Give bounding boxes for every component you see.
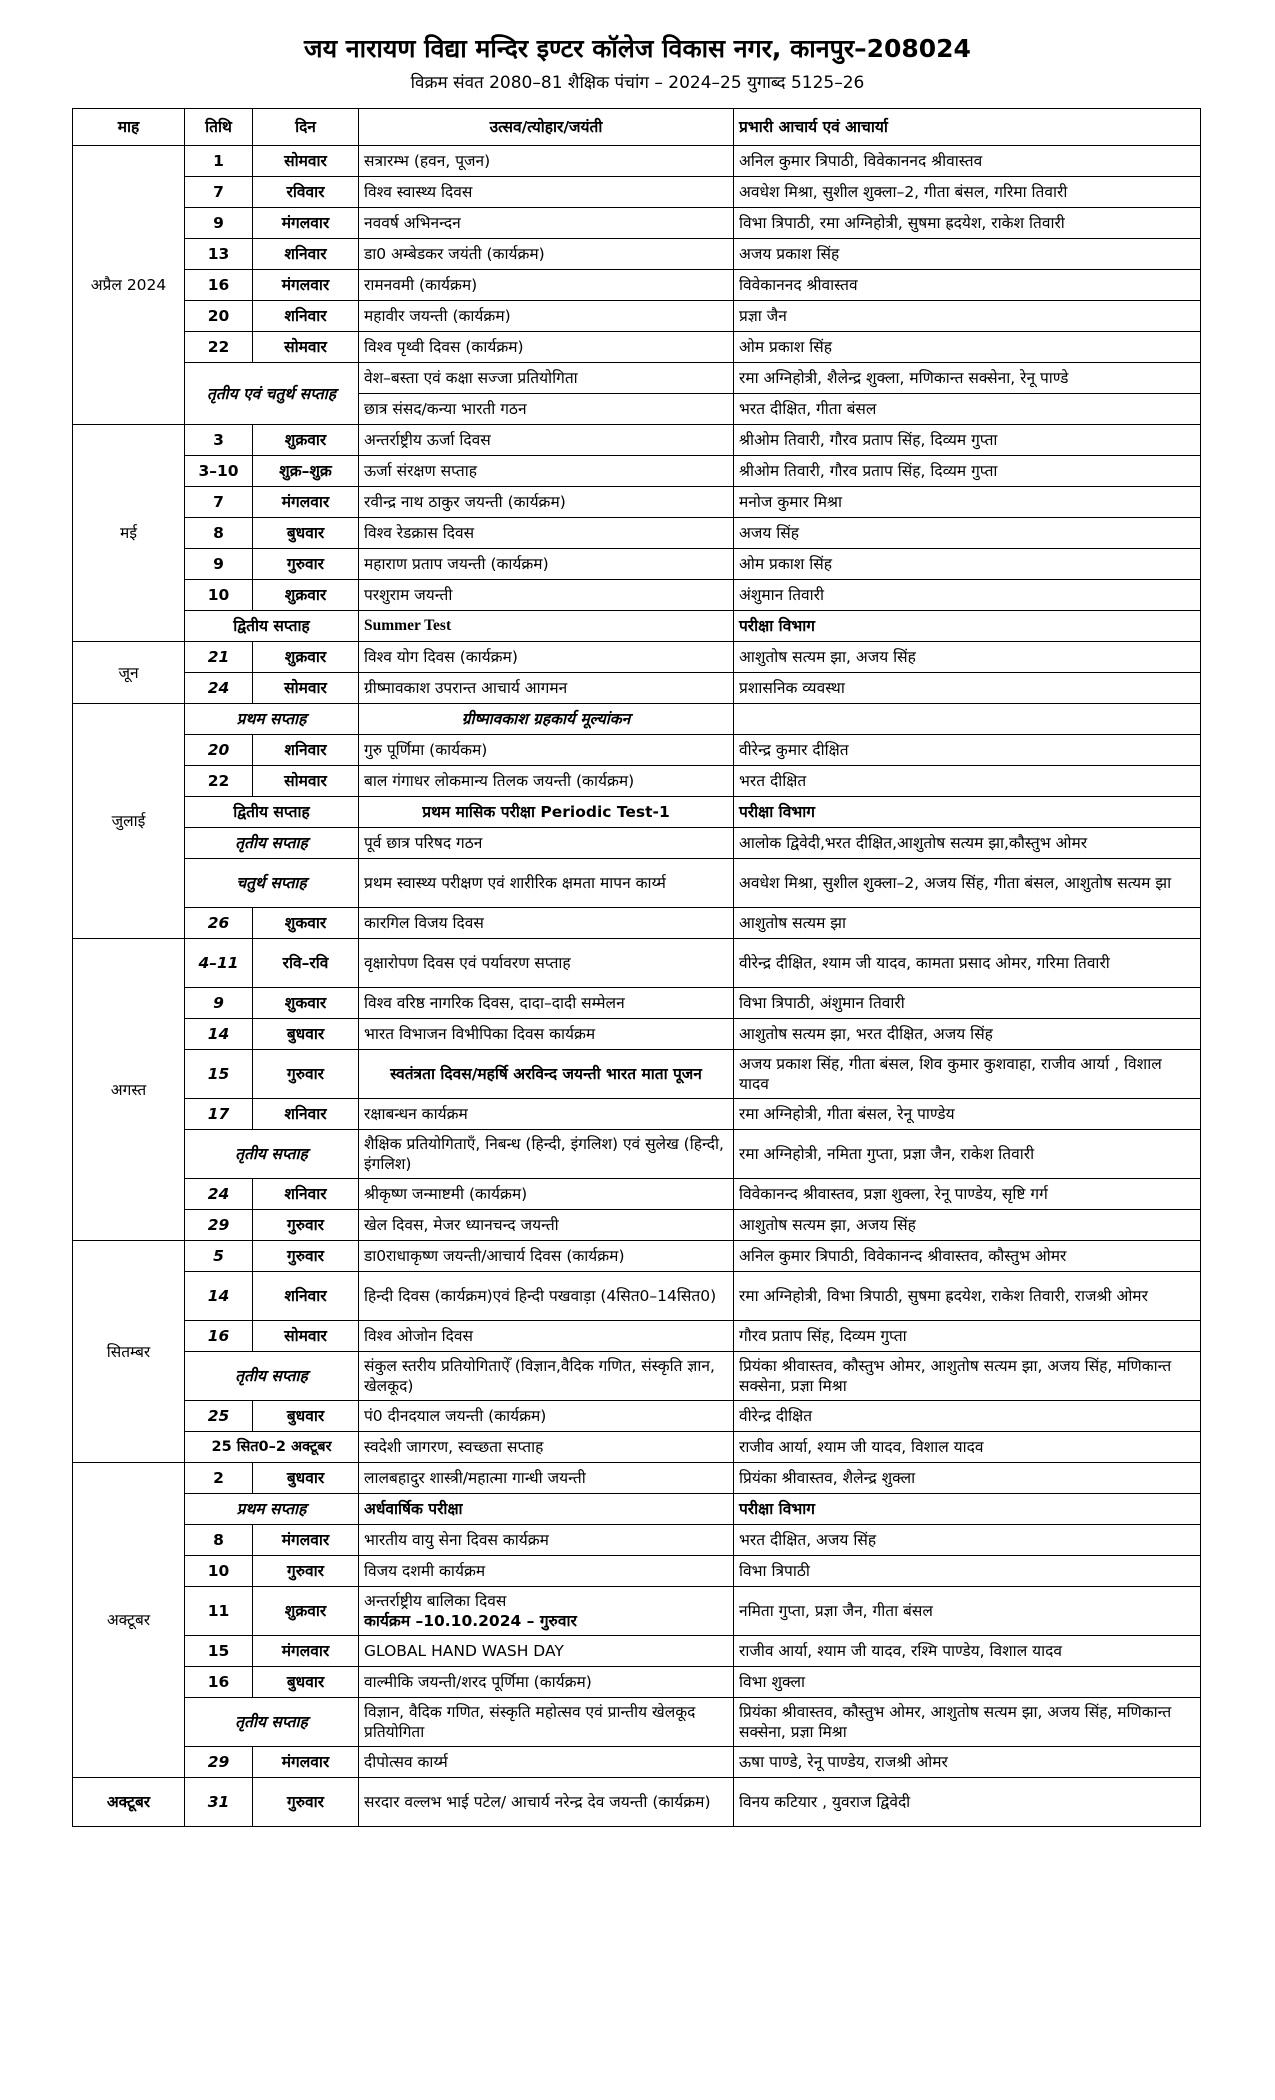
table-row <box>73 1778 1201 1827</box>
responsible-cell: अजय प्रकाश सिंह <box>734 239 1201 270</box>
table-row <box>73 735 1201 766</box>
event-cell: स्वदेशी जागरण, स्वच्छता सप्ताह <box>359 1432 734 1463</box>
school-title: जय नारायण विद्या मन्दिर इण्टर कॉलेज विकास नगर, कानपुर–208024 <box>304 34 971 63</box>
responsible-cell: अनिल कुमार त्रिपाठी, विवेकाननद श्रीवास्तव <box>734 146 1201 177</box>
date-cell: 7 <box>185 177 253 208</box>
event-cell: विश्व स्वास्थ्य दिवस <box>359 177 734 208</box>
responsible-cell: अजय प्रकाश सिंह, गीता बंसल, शिव कुमार कुशवाहा, राजीव आर्या , विशाल यादव <box>734 1050 1201 1099</box>
table-row <box>73 766 1201 797</box>
date-cell: 4–11 <box>185 939 253 988</box>
date-cell: 16 <box>185 270 253 301</box>
responsible-cell: भरत दीक्षित <box>734 766 1201 797</box>
responsible-cell: प्रियंका श्रीवास्तव, कौस्तुभ ओमर, आशुतोष सत्यम झा, अजय सिंह, मणिकान्त सक्सेना, प्रज्ञा मिश्रा <box>734 1352 1201 1401</box>
date-cell: 1 <box>185 146 253 177</box>
month-cell: अक्टूबर <box>73 1463 185 1778</box>
day-cell: बुधवार <box>253 1667 359 1698</box>
day-cell: शुक्रवार <box>253 642 359 673</box>
table-row <box>73 611 1201 642</box>
table-row <box>73 518 1201 549</box>
event-cell: महावीर जयन्ती (कार्यक्रम) <box>359 301 734 332</box>
table-row <box>73 642 1201 673</box>
table-row <box>73 1525 1201 1556</box>
table-row <box>73 988 1201 1019</box>
event-cell: डा0राधाकृष्ण जयन्ती/आचार्य दिवस (कार्यक्रम) <box>359 1241 734 1272</box>
event-cell: परशुराम जयन्ती <box>359 580 734 611</box>
responsible-cell: परीक्षा विभाग <box>734 797 1201 828</box>
day-cell: शुकवार <box>253 988 359 1019</box>
month-cell: मई <box>73 425 185 642</box>
table-row <box>73 1494 1201 1525</box>
col-header-month: माह <box>73 109 185 146</box>
day-cell: गुरुवार <box>253 1556 359 1587</box>
day-cell: मंगलवार <box>253 1747 359 1778</box>
table-row <box>73 1432 1201 1463</box>
responsible-cell: भरत दीक्षित, गीता बंसल <box>734 394 1201 425</box>
responsible-cell: भरत दीक्षित, अजय सिंह <box>734 1525 1201 1556</box>
day-cell: सोमवार <box>253 332 359 363</box>
day-cell: शनिवार <box>253 239 359 270</box>
event-line: अन्तर्राष्ट्रीय बालिका दिवस <box>364 1592 507 1610</box>
day-cell: सोमवार <box>253 673 359 704</box>
month-cell: अक्टूबर <box>73 1778 185 1827</box>
day-cell: शुक्र–शुक्र <box>253 456 359 487</box>
responsible-cell: अजय सिंह <box>734 518 1201 549</box>
responsible-cell: परीक्षा विभाग <box>734 611 1201 642</box>
col-header-responsible: प्रभारी आचार्य एवं आचार्या <box>734 109 1201 146</box>
table-row <box>73 1241 1201 1272</box>
event-cell: पूर्व छात्र परिषद गठन <box>359 828 734 859</box>
responsible-cell: रमा अग्निहोत्री, गीता बंसल, रेनू पाण्डेय <box>734 1099 1201 1130</box>
table-row <box>73 1587 1201 1636</box>
period-cell: तृतीय सप्ताह <box>185 1352 359 1401</box>
month-cell: सितम्बर <box>73 1241 185 1463</box>
table-row <box>73 1667 1201 1698</box>
period-cell: तृतीय सप्ताह <box>185 1698 359 1747</box>
table-row <box>73 456 1201 487</box>
responsible-cell: श्रीओम तिवारी, गौरव प्रताप सिंह, दिव्यम गुप्ता <box>734 456 1201 487</box>
day-cell: सोमवार <box>253 766 359 797</box>
day-cell: बुधवार <box>253 1019 359 1050</box>
date-cell: 14 <box>185 1272 253 1321</box>
table-row <box>73 1272 1201 1321</box>
date-cell: 15 <box>185 1050 253 1099</box>
event-cell: विश्व वरिष्ठ नागरिक दिवस, दादा–दादी सम्मेलन <box>359 988 734 1019</box>
table-row <box>73 425 1201 456</box>
table-row <box>73 177 1201 208</box>
table-row <box>73 270 1201 301</box>
table-row <box>73 1636 1201 1667</box>
date-cell: 2 <box>185 1463 253 1494</box>
date-cell: 24 <box>185 1179 253 1210</box>
table-row <box>73 673 1201 704</box>
event-cell: वृक्षारोपण दिवस एवं पर्यावरण सप्ताह <box>359 939 734 988</box>
date-cell: 5 <box>185 1241 253 1272</box>
date-cell: 9 <box>185 988 253 1019</box>
table-row <box>73 1179 1201 1210</box>
date-cell: 22 <box>185 332 253 363</box>
day-cell: शनिवार <box>253 735 359 766</box>
day-cell: मंगलवार <box>253 208 359 239</box>
table-row <box>73 1210 1201 1241</box>
responsible-cell: अंशुमान तिवारी <box>734 580 1201 611</box>
day-cell: मंगलवार <box>253 487 359 518</box>
table-row <box>73 239 1201 270</box>
day-cell: शुक्रवार <box>253 425 359 456</box>
date-cell: 14 <box>185 1019 253 1050</box>
event-cell: बाल गंगाधर लोकमान्य तिलक जयन्ती (कार्यक्रम) <box>359 766 734 797</box>
table-row <box>73 363 1201 394</box>
responsible-cell: प्रियंका श्रीवास्तव, कौस्तुभ ओमर, आशुतोष सत्यम झा, अजय सिंह, मणिकान्त सक्सेना, प्रज्ञा मिश्रा <box>734 1698 1201 1747</box>
event-cell: शैक्षिक प्रतियोगिताएँ, निबन्ध (हिन्दी, इंगलिश) एवं सुलेख (हिन्दी, इंगलिश) <box>359 1130 734 1179</box>
responsible-cell: आशुतोष सत्यम झा, अजय सिंह <box>734 1210 1201 1241</box>
period-cell: द्वितीय सप्ताह <box>185 797 359 828</box>
event-cell: वाल्मीकि जयन्ती/शरद पूर्णिमा (कार्यक्रम) <box>359 1667 734 1698</box>
date-cell: 25 <box>185 1401 253 1432</box>
date-cell: 11 <box>185 1587 253 1636</box>
responsible-cell: वीरेन्द्र दीक्षित, श्याम जी यादव, कामता प्रसाद ओमर, गरिमा तिवारी <box>734 939 1201 988</box>
event-cell: हिन्दी दिवस (कार्यक्रम)एवं हिन्दी पखवाड़ा (4सित0–14सित0) <box>359 1272 734 1321</box>
event-cell: विश्व ओजोन दिवस <box>359 1321 734 1352</box>
month-cell: अगस्त <box>73 939 185 1241</box>
responsible-cell: वीरेन्द्र कुमार दीक्षित <box>734 735 1201 766</box>
day-cell: गुरुवार <box>253 549 359 580</box>
event-note: कार्यक्रम –10.10.2024 – गुरुवार <box>364 1612 577 1630</box>
event-cell: ग्रीष्मावकाश ग्रहकार्य मूल्यांकन <box>359 704 734 735</box>
date-cell: 3 <box>185 425 253 456</box>
responsible-cell: विभा त्रिपाठी, अंशुमान तिवारी <box>734 988 1201 1019</box>
date-cell: 22 <box>185 766 253 797</box>
date-cell: 10 <box>185 1556 253 1587</box>
table-row <box>73 208 1201 239</box>
event-cell: स्वतंत्रता दिवस/महर्षि अरविन्द जयन्ती भारत माता पूजन <box>359 1050 734 1099</box>
day-cell: रविवार <box>253 177 359 208</box>
document-header <box>0 32 1275 96</box>
event-cell: पं0 दीनदयाल जयन्ती (कार्यक्रम) <box>359 1401 734 1432</box>
event-cell: रवीन्द्र नाथ ठाकुर जयन्ती (कार्यक्रम) <box>359 487 734 518</box>
event-cell: श्रीकृष्ण जन्माष्टमी (कार्यक्रम) <box>359 1179 734 1210</box>
calendar-subtitle: विक्रम संवत 2080–81 शैक्षिक पंचांग – 2024–25 युगाब्द 5125–26 <box>410 73 865 93</box>
day-cell: मंगलवार <box>253 270 359 301</box>
table-row <box>73 1556 1201 1587</box>
responsible-cell: परीक्षा विभाग <box>734 1494 1201 1525</box>
table-row <box>73 332 1201 363</box>
period-cell: प्रथम सप्ताह <box>185 1494 359 1525</box>
responsible-cell: प्रशासनिक व्यवस्था <box>734 673 1201 704</box>
date-cell: 16 <box>185 1321 253 1352</box>
responsible-cell: नमिता गुप्ता, प्रज्ञा जैन, गीता बंसल <box>734 1587 1201 1636</box>
date-cell: 29 <box>185 1210 253 1241</box>
event-cell: विज्ञान, वैदिक गणित, संस्कृति महोत्सव एवं प्रान्तीय खेलकूद प्रतियोगिता <box>359 1698 734 1747</box>
responsible-cell: अवधेश मिश्रा, सुशील शुक्ला–2, गीता बंसल, गरिमा तिवारी <box>734 177 1201 208</box>
day-cell: बुधवार <box>253 1463 359 1494</box>
responsible-cell: आलोक द्विवेदी,भरत दीक्षित,आशुतोष सत्यम झा,कौस्तुभ ओमर <box>734 828 1201 859</box>
table-row <box>73 828 1201 859</box>
date-cell: 17 <box>185 1099 253 1130</box>
event-cell: सरदार वल्लभ भाई पटेल/ आचार्य नरेन्द्र देव जयन्ती (कार्यक्रम) <box>359 1778 734 1827</box>
day-cell: शनिवार <box>253 1272 359 1321</box>
event-cell: विश्व रेडक्रास दिवस <box>359 518 734 549</box>
responsible-cell: अवधेश मिश्रा, सुशील शुक्ला–2, अजय सिंह, गीता बंसल, आशुतोष सत्यम झा <box>734 859 1201 908</box>
responsible-cell: आशुतोष सत्यम झा, भरत दीक्षित, अजय सिंह <box>734 1019 1201 1050</box>
date-cell: 9 <box>185 208 253 239</box>
day-cell: गुरुवार <box>253 1210 359 1241</box>
col-header-date: तिथि <box>185 109 253 146</box>
period-cell: 25 सित0–2 अक्टूबर <box>185 1432 359 1463</box>
table-row <box>73 1099 1201 1130</box>
event-cell: प्रथम स्वास्थ्य परीक्षण एवं शारीरिक क्षमता मापन कार्य्म <box>359 859 734 908</box>
event-cell: प्रथम मासिक परीक्षा Periodic Test-1 <box>359 797 734 828</box>
responsible-cell: श्रीओम तिवारी, गौरव प्रताप सिंह, दिव्यम गुप्ता <box>734 425 1201 456</box>
event-cell: दीपोत्सव कार्य्म <box>359 1747 734 1778</box>
col-header-event: उत्सव/त्योहार/जयंती <box>359 109 734 146</box>
date-cell: 9 <box>185 549 253 580</box>
day-cell: बुधवार <box>253 518 359 549</box>
event-cell: लालबहादुर शास्त्री/महात्मा गान्धी जयन्ती <box>359 1463 734 1494</box>
table-row <box>73 487 1201 518</box>
table-row <box>73 580 1201 611</box>
event-cell: ग्रीष्मावकाश उपरान्त आचार्य आगमन <box>359 673 734 704</box>
responsible-cell: रमा अग्निहोत्री, शैलेन्द्र शुक्ला, मणिकान्त सक्सेना, रेनू पाण्डे <box>734 363 1201 394</box>
responsible-cell: रमा अग्निहोत्री, विभा त्रिपाठी, सुषमा ह्रदयेश, राकेश तिवारी, राजश्री ओमर <box>734 1272 1201 1321</box>
date-cell: 8 <box>185 1525 253 1556</box>
day-cell: बुधवार <box>253 1401 359 1432</box>
responsible-cell: मनोज कुमार मिश्रा <box>734 487 1201 518</box>
responsible-cell: ओम प्रकाश सिंह <box>734 549 1201 580</box>
event-cell: विश्व योग दिवस (कार्यक्रम) <box>359 642 734 673</box>
date-cell: 10 <box>185 580 253 611</box>
table-row <box>73 301 1201 332</box>
responsible-cell: राजीव आर्या, श्याम जी यादव, विशाल यादव <box>734 1432 1201 1463</box>
day-cell: शनिवार <box>253 301 359 332</box>
table-row <box>73 859 1201 908</box>
date-cell: 16 <box>185 1667 253 1698</box>
table-row <box>73 939 1201 988</box>
responsible-cell: अनिल कुमार त्रिपाठी, विवेकानन्द श्रीवास्तव, कौस्तुभ ओमर <box>734 1241 1201 1272</box>
responsible-cell: ओम प्रकाश सिंह <box>734 332 1201 363</box>
table-row <box>73 146 1201 177</box>
event-cell: Summer Test <box>359 611 734 642</box>
event-cell: भारतीय वायु सेना दिवस कार्यक्रम <box>359 1525 734 1556</box>
date-cell: 20 <box>185 301 253 332</box>
day-cell: मंगलवार <box>253 1525 359 1556</box>
table-row <box>73 1321 1201 1352</box>
date-cell: 26 <box>185 908 253 939</box>
date-cell: 13 <box>185 239 253 270</box>
date-cell: 3–10 <box>185 456 253 487</box>
date-cell: 8 <box>185 518 253 549</box>
table-row <box>73 549 1201 580</box>
event-cell: खेल दिवस, मेजर ध्यानचन्द जयन्ती <box>359 1210 734 1241</box>
date-cell: 24 <box>185 673 253 704</box>
responsible-cell: राजीव आर्या, श्याम जी यादव, रश्मि पाण्डेय, विशाल यादव <box>734 1636 1201 1667</box>
event-cell: विजय दशमी कार्यक्रम <box>359 1556 734 1587</box>
responsible-cell: विनय कटियार , युवराज द्विवेदी <box>734 1778 1201 1827</box>
table-row <box>73 1352 1201 1401</box>
day-cell: गुरुवार <box>253 1050 359 1099</box>
table-row <box>73 1747 1201 1778</box>
responsible-cell: प्रियंका श्रीवास्तव, शैलेन्द्र शुक्ला <box>734 1463 1201 1494</box>
event-cell: सत्रारम्भ (हवन, पूजन) <box>359 146 734 177</box>
event-cell: विश्व पृथ्वी दिवस (कार्यक्रम) <box>359 332 734 363</box>
table-row <box>73 1050 1201 1099</box>
period-cell: द्वितीय सप्ताह <box>185 611 359 642</box>
event-cell: रक्षाबन्धन कार्यक्रम <box>359 1099 734 1130</box>
responsible-cell: विवेकाननद श्रीवास्तव <box>734 270 1201 301</box>
responsible-cell: आशुतोष सत्यम झा, अजय सिंह <box>734 642 1201 673</box>
responsible-cell: विभा त्रिपाठी <box>734 1556 1201 1587</box>
responsible-cell: प्रज्ञा जैन <box>734 301 1201 332</box>
month-cell: अप्रैल 2024 <box>73 146 185 425</box>
day-cell: सोमवार <box>253 1321 359 1352</box>
responsible-cell: ऊषा पाण्डे, रेनू पाण्डेय, राजश्री ओमर <box>734 1747 1201 1778</box>
responsible-cell: विभा शुक्ला <box>734 1667 1201 1698</box>
event-cell: वेश–बस्ता एवं कक्षा सज्जा प्रतियोगिता <box>359 363 734 394</box>
date-cell: 29 <box>185 1747 253 1778</box>
day-cell: शुकवार <box>253 908 359 939</box>
day-cell: मंगलवार <box>253 1636 359 1667</box>
period-cell: तृतीय एवं चतुर्थ सप्ताह <box>185 363 359 425</box>
month-cell: जून <box>73 642 185 704</box>
date-cell: 7 <box>185 487 253 518</box>
table-row <box>73 1019 1201 1050</box>
table-row <box>73 704 1201 735</box>
day-cell: शुक्रवार <box>253 580 359 611</box>
table-header-row <box>73 109 1201 146</box>
date-cell: 31 <box>185 1778 253 1827</box>
table-row <box>73 1698 1201 1747</box>
date-cell: 21 <box>185 642 253 673</box>
event-cell <box>359 1587 734 1636</box>
date-cell: 15 <box>185 1636 253 1667</box>
responsible-cell: रमा अग्निहोत्री, नमिता गुप्ता, प्रज्ञा जैन, राकेश तिवारी <box>734 1130 1201 1179</box>
event-cell: भारत विभाजन विभीपिका दिवस कार्यक्रम <box>359 1019 734 1050</box>
day-cell: शनिवार <box>253 1179 359 1210</box>
responsible-cell: गौरव प्रताप सिंह, दिव्यम गुप्ता <box>734 1321 1201 1352</box>
event-cell: संकुल स्तरीय प्रतियोगिताऐँ (विज्ञान,वैदिक गणित, संस्कृति ज्ञान, खेलकूद) <box>359 1352 734 1401</box>
day-cell: शुक्रवार <box>253 1587 359 1636</box>
day-cell: गुरुवार <box>253 1241 359 1272</box>
table-row <box>73 1130 1201 1179</box>
period-cell: तृतीय सप्ताह <box>185 828 359 859</box>
period-cell: चतुर्थ सप्ताह <box>185 859 359 908</box>
table-row <box>73 797 1201 828</box>
responsible-cell <box>734 704 1201 735</box>
event-cell: नववर्ष अभिनन्दन <box>359 208 734 239</box>
table-row <box>73 1401 1201 1432</box>
day-cell: रवि–रवि <box>253 939 359 988</box>
table-row <box>73 1463 1201 1494</box>
day-cell: सोमवार <box>253 146 359 177</box>
event-cell: अर्धवार्षिक परीक्षा <box>359 1494 734 1525</box>
academic-calendar-table <box>72 108 1201 1827</box>
responsible-cell: वीरेन्द्र दीक्षित <box>734 1401 1201 1432</box>
event-cell: छात्र संसद/कन्या भारती गठन <box>359 394 734 425</box>
event-cell: अन्तर्राष्ट्रीय ऊर्जा दिवस <box>359 425 734 456</box>
table-row <box>73 908 1201 939</box>
event-cell: कारगिल विजय दिवस <box>359 908 734 939</box>
month-cell: जुलाई <box>73 704 185 939</box>
responsible-cell: विभा त्रिपाठी, रमा अग्निहोत्री, सुषमा ह्रदयेश, राकेश तिवारी <box>734 208 1201 239</box>
period-cell: तृतीय सप्ताह <box>185 1130 359 1179</box>
event-cell: डा0 अम्बेडकर जयंती (कार्यक्रम) <box>359 239 734 270</box>
period-cell: प्रथम सप्ताह <box>185 704 359 735</box>
event-cell: ऊर्जा संरक्षण सप्ताह <box>359 456 734 487</box>
day-cell: शनिवार <box>253 1099 359 1130</box>
col-header-day: दिन <box>253 109 359 146</box>
day-cell: गुरुवार <box>253 1778 359 1827</box>
event-cell: GLOBAL HAND WASH DAY <box>359 1636 734 1667</box>
event-cell: महाराण प्रताप जयन्ती (कार्यक्रम) <box>359 549 734 580</box>
responsible-cell: आशुतोष सत्यम झा <box>734 908 1201 939</box>
date-cell: 20 <box>185 735 253 766</box>
event-cell: गुरु पूर्णिमा (कार्यकम) <box>359 735 734 766</box>
event-cell: रामनवमी (कार्यक्रम) <box>359 270 734 301</box>
responsible-cell: विवेकानन्द श्रीवास्तव, प्रज्ञा शुक्ला, रेनू पाण्डेय, सृष्टि गर्ग <box>734 1179 1201 1210</box>
